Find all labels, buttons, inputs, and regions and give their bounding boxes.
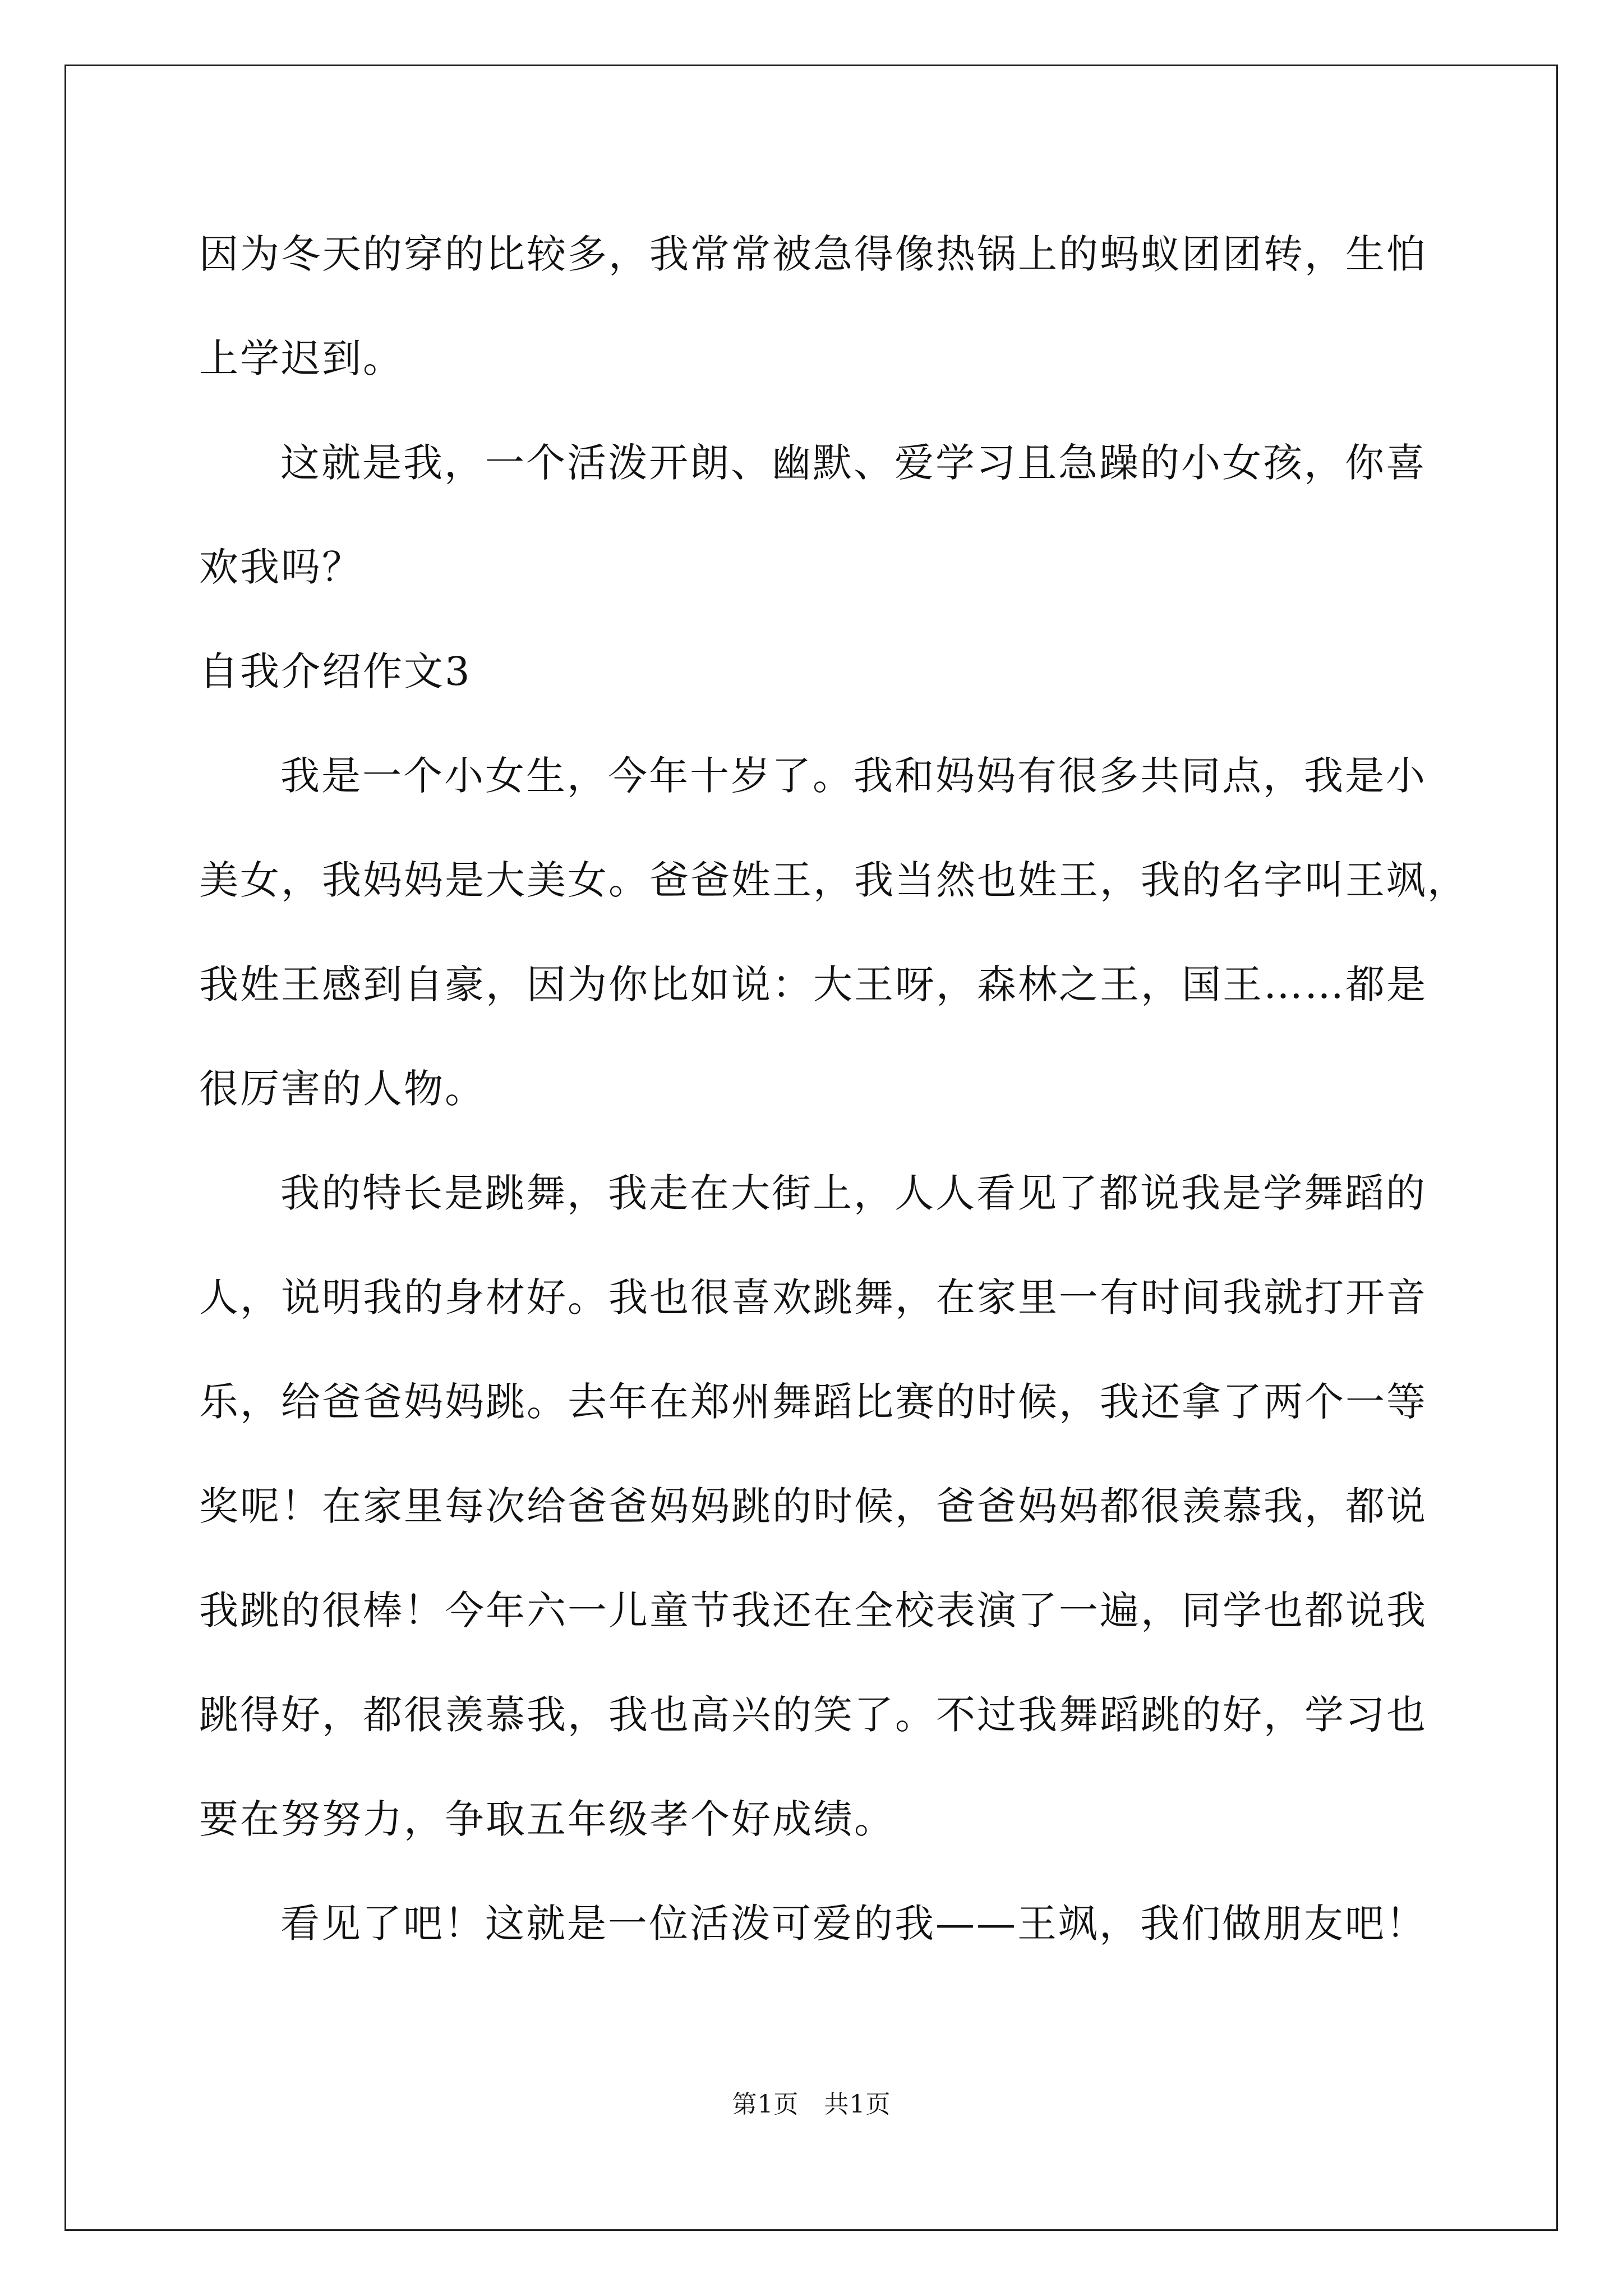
- text-line: 我跳的很棒！今年六一儿童节我还在全校表演了一遍，同学也都说我: [199, 1588, 1427, 1634]
- page-total: 共1页: [824, 2090, 891, 2119]
- text-line: 看见了吧！这就是一位活泼可爱的我——王飒，我们做朋友吧！: [280, 1901, 1427, 1947]
- text-line: 很厉害的人物。: [199, 1066, 486, 1112]
- paragraph-3: [199, 724, 1468, 1141]
- page-footer: [0, 2084, 1623, 2120]
- paragraph-5: [199, 1871, 1433, 1976]
- paragraph-2: [199, 411, 1433, 619]
- text-line: 乐，给爸爸妈妈跳。去年在郑州舞蹈比赛的时候，我还拿了两个一等: [199, 1379, 1427, 1425]
- document-body: [199, 202, 1468, 1976]
- text-line: 跳得好，都很羡慕我，我也高兴的笑了。不过我舞蹈跳的好，学习也: [199, 1692, 1427, 1738]
- text-line: 奖呢！在家里每次给爸爸妈妈跳的时候，爸爸妈妈都很羡慕我，都说: [199, 1483, 1427, 1529]
- text-line: 要在努努力，争取五年级孝个好成绩。: [199, 1796, 895, 1842]
- text-line: 上学迟到。: [199, 335, 404, 381]
- page-number: 第1页: [732, 2090, 799, 2119]
- section-heading: 自我介绍作文3: [199, 648, 472, 694]
- text-line: 人，说明我的身材好。我也很喜欢跳舞，在家里一有时间我就打开音: [199, 1274, 1427, 1320]
- text-line: 欢我吗？: [199, 544, 363, 590]
- text-line: 美女，我妈妈是大美女。爸爸姓王，我当然也姓王，我的名字叫王飒，: [199, 857, 1468, 903]
- text-line: 因为冬天的穿的比较多，我常常被急得像热锅上的蚂蚁团团转，生怕: [199, 231, 1427, 277]
- paragraph-1: [199, 202, 1433, 411]
- text-line: 我姓王感到自豪，因为你比如说：大王呀，森林之王，国王……都是: [199, 961, 1427, 1007]
- text-line: 我的特长是跳舞，我走在大街上，人人看见了都说我是学舞蹈的: [280, 1170, 1427, 1216]
- text-line: 我是一个小女生，今年十岁了。我和妈妈有很多共同点，我是小: [280, 753, 1427, 799]
- paragraph-4: [199, 1141, 1433, 1871]
- text-line: 这就是我，一个活泼开朗、幽默、爱学习且急躁的小女孩，你喜: [280, 440, 1427, 486]
